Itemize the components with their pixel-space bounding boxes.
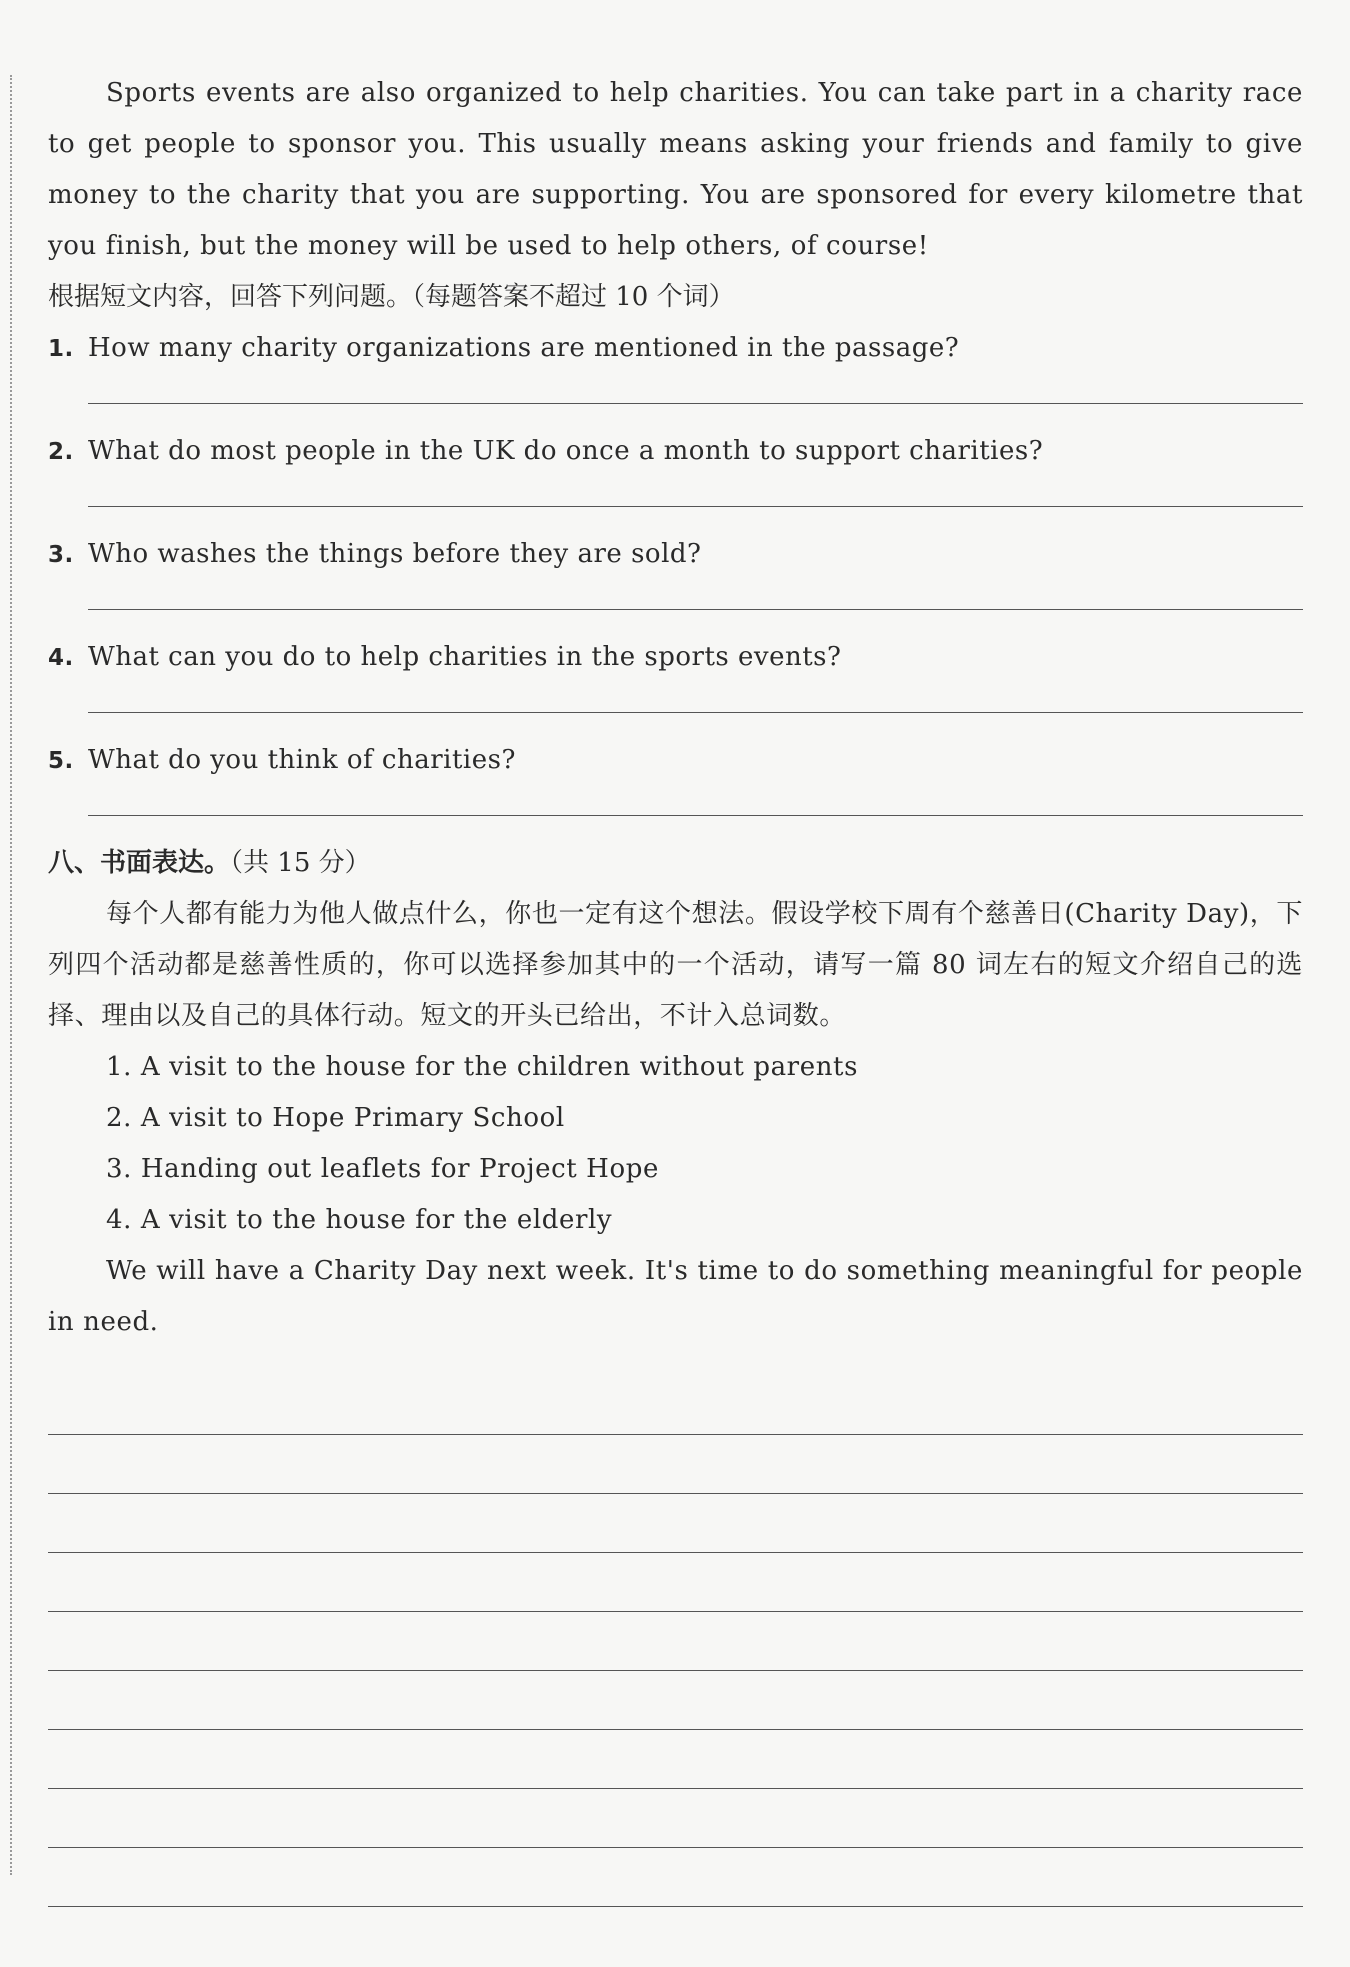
writing-line[interactable] [48,1730,1303,1789]
answer-line-3[interactable] [88,609,1303,610]
writing-line[interactable] [48,1376,1303,1435]
writing-line[interactable] [48,1848,1303,1907]
option-item: 4. A visit to the house for the elderly [106,1205,613,1235]
answer-line-4[interactable] [88,712,1303,713]
question-4 [48,632,1303,713]
section-points: （共 15 分） [230,848,371,878]
answer-line-1[interactable] [88,403,1303,404]
question-text: Who washes the things before they are sold? [88,539,702,569]
section-heading [48,838,1303,889]
question-number: 1. [48,336,74,362]
question-number: 4. [48,645,74,671]
question-number: 2. [48,439,74,465]
question-2 [48,426,1303,507]
question-5 [48,735,1303,816]
section-title: 八、书面表达。 [48,848,231,878]
writing-line[interactable] [48,1494,1303,1553]
writing-line[interactable] [48,1612,1303,1671]
writing-prompt: 每个人都有能力为他人做点什么，你也一定有这个想法。假设学校下周有个慈善日(Charity Day)，下列四个活动都是慈善性质的，你可以选择参加其中的一个活动，请写一篇 80 词左右的短文介绍自己的选择、理由以及自己的具体行动。短文的开头已给出，不计入总词数。 [48,899,1303,1031]
binding-margin-rule [10,75,12,1875]
writing-line[interactable] [48,1553,1303,1612]
question-text: What can you do to help charities in the sports events? [88,642,842,672]
writing-opening: We will have a Charity Day next week. It's time to do something meaningful for people in need. [48,1256,1303,1337]
option-item: 1. A visit to the house for the children without parents [106,1052,859,1082]
question-number: 5. [48,748,74,774]
writing-line[interactable] [48,1789,1303,1848]
writing-line[interactable] [48,1435,1303,1494]
question-1 [48,323,1303,404]
answer-line-5[interactable] [88,815,1303,816]
question-number: 3. [48,542,74,568]
worksheet-content [48,68,1303,1907]
question-text: How many charity organizations are mentioned in the passage? [88,333,960,363]
question-3 [48,529,1303,610]
question-text: What do most people in the UK do once a month to support charities? [88,436,1044,466]
option-item: 2. A visit to Hope Primary School [106,1103,565,1133]
questions-instruction: 根据短文内容，回答下列问题。（每题答案不超过 10 个词） [48,282,735,312]
writing-area[interactable] [48,1376,1303,1907]
question-text: What do you think of charities? [88,745,516,775]
answer-line-2[interactable] [88,506,1303,507]
writing-line[interactable] [48,1671,1303,1730]
passage-final-paragraph: Sports events are also organized to help charities. You can take part in a charity race to get people to sponsor you. This usually means asking your friends and family to give money to the charity that you are supporting. You are sponsored for every kilometre that you finish, but the money will be used to help others, of course! [48,78,1303,261]
option-item: 3. Handing out leaflets for Project Hope [106,1154,659,1184]
